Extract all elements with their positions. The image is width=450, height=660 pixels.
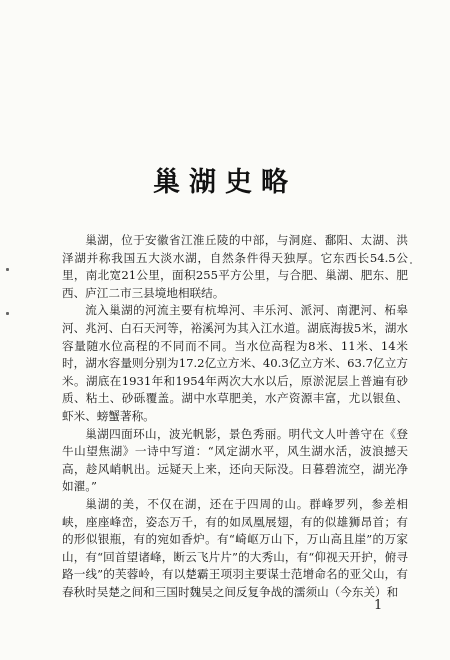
- paragraph: 巢湖，位于安徽省江淮丘陵的中部，与洞庭、鄱阳、太湖、洪泽湖并称我国五大淡水湖，自然条件得天独厚。它东西长54.5公里，南北宽21公里，面积255平方公里，与合肥、巢湖、肥东、肥西、庐江二市三县境地相联结。: [62, 233, 408, 300]
- paragraph: 巢湖的美，不仅在湖，还在于四周的山。群峰罗列，参差相峡，座座峰峦，姿态万千，有的如凤凰展翅，有的似雄狮昂首；有的形似银瓶，有的宛如香炉。有“崎岖万山下，万山高且崖”的万家山，有“回首望诸峰，断云飞片片”的大秀山，有“仰视天开护，俯寻路一线”的芙蓉岭，有以楚霸王项羽主要谋士范增命名的亚父山，有春秋时吴楚之间和三国时魏吴之间反复争战的濡须山（今东关）和: [62, 496, 408, 599]
- margin-speck: [6, 268, 9, 271]
- margin-speck: [6, 312, 9, 315]
- paragraph: 流入巢湖的河流主要有杭埠河、丰乐河、派河、南淝河、柘皋河、兆河、白石天河等，裕溪河为其入江水道。湖底海拔5米，湖水容量随水位高程的不同而不同。当水位高程为8米、11米、14米时，湖水容量则分别为17.2亿立方米、40.3亿立方米、63.7亿立方米。湖底在1931年和1954年两次大水以后，原淤泥层上普遍有砂质、粘土、砂砾覆盖。湖中水草肥美，水产资源丰富，尤以银鱼、虾米、螃蟹著称。: [62, 303, 408, 423]
- page-number: 1: [374, 598, 383, 613]
- margin-speck: [410, 262, 412, 264]
- paragraph: 巢湖四面环山，波光帆影，景色秀丽。明代文人叶善守在《登牛山望焦湖》一诗中写道：“风定湖水平，风生湖水活，波浪撼天高，趁风峭帆出。远疑天上来，还向天际没。日暮碧流空，湖光净如濯。”: [62, 426, 408, 494]
- page-title: 巢湖史略: [153, 167, 297, 199]
- body-text: [62, 232, 408, 601]
